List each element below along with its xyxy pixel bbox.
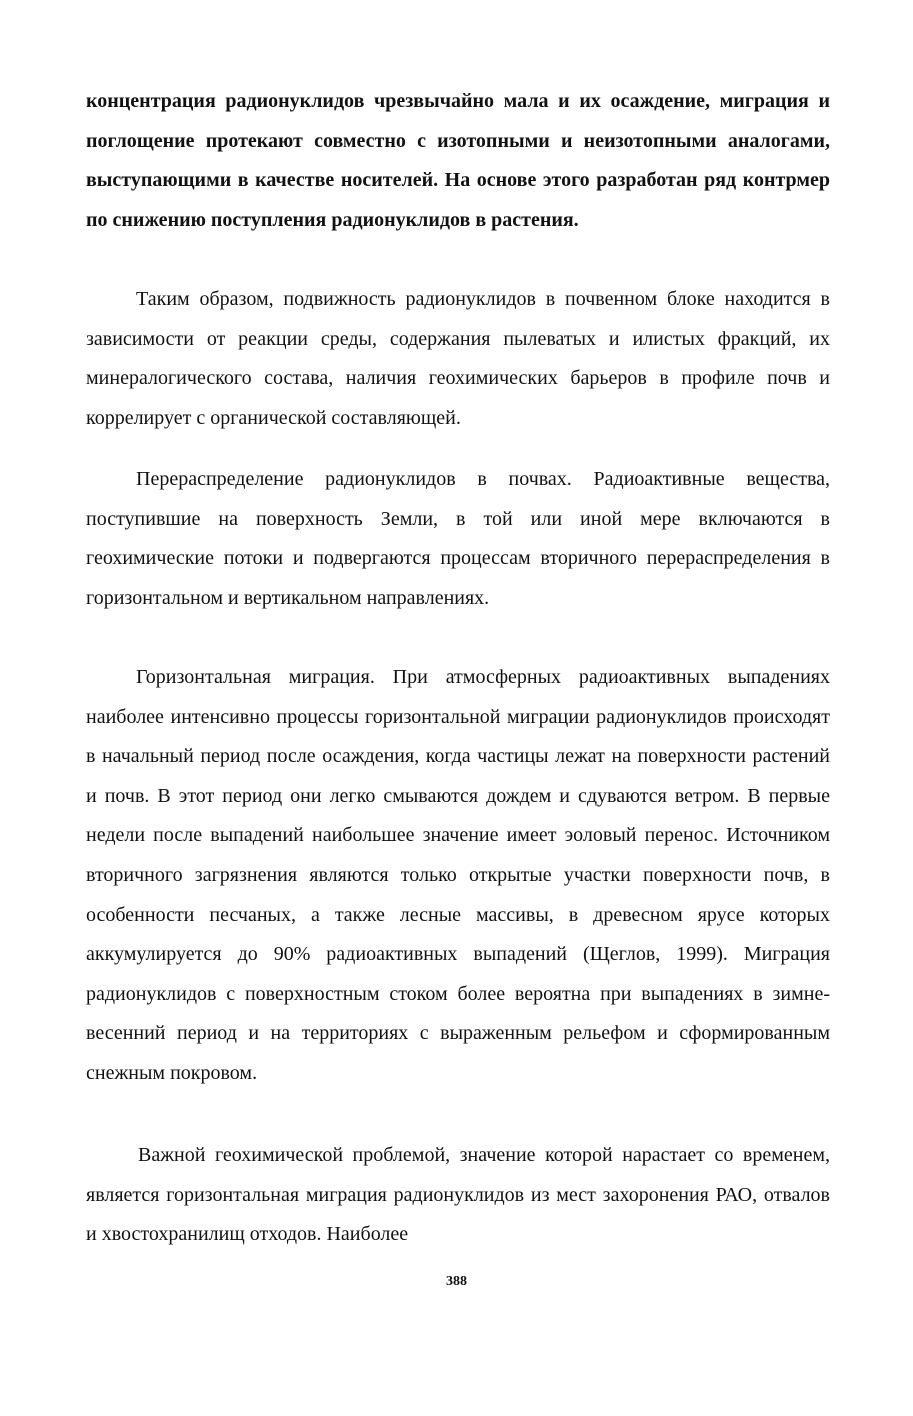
paragraph-redistribution: Перераспределение радионуклидов в почвах. Радиоактивные вещества, поступившие на поверхность Земли, в той или иной мере включаются в геохимические потоки и подвергаются процессам вторичного перераспределения в горизонтальном и вертикальном направлениях. <box>86 468 830 609</box>
paragraph-geochemical-problem: Важной геохимической проблемой, значение которой нарастает со временем, является горизонтальная миграция радионуклидов из мест захоронения РАО, отвалов и хвостохранилищ отходов. Наиболее <box>86 1144 830 1246</box>
paragraph-horizontal-migration: Горизонтальная миграция. При атмосферных радиоактивных выпадениях наиболее интенсивно процессы горизонтальной миграции радионуклидов происходят в начальный период после осаждения, когда частицы лежат на поверхности растений и почв. В этот период они легко смываются дождем и сдуваются ветром. В первые недели после выпадений наибольшее значение имеет эоловый перенос. Источником вторичного загрязнения являются только открытые участки поверхности почв, в особенности песчаных, а также лесные массивы, в древесном ярусе которых аккумулируется до 90% радиоактивных выпадений (Щеглов, 1999). Миграция радионуклидов с поверхностным стоком более вероятна при выпадениях в зимне-весенний период и на территориях с выраженным рельефом и сформированным снежным покровом. <box>86 666 830 1084</box>
paragraph-mobility-summary: Таким образом, подвижность радионуклидов в почвенном блоке находится в зависимости от реакции среды, содержания пылеватых и илистых фракций, их минералогического состава, наличия геохимических барьеров в профиле почв и коррелирует с органической составляющей. <box>86 288 830 429</box>
page-number: 388 <box>446 1274 467 1289</box>
paragraph-continuation: концентрация радионуклидов чрезвычайно мала и их осаждение, миграция и поглощение протекают совместно с изотопными и неизотопными аналогами, выступающими в качестве носителей. На основе этого разработан ряд контрмер по снижению поступления радионуклидов в растения. <box>86 90 830 231</box>
